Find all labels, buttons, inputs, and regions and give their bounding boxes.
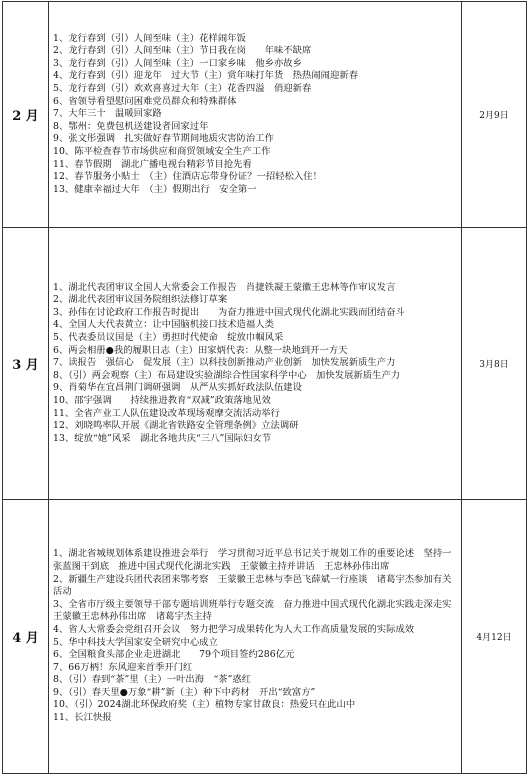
list-item: 10、邵宇强调 持续推进教育“双减”政策落地见效	[53, 394, 271, 406]
table-row-march	[3, 228, 527, 500]
list-item: 4、全国人大代表黄立：让中国脑机接口技术造福人类	[53, 319, 274, 331]
list-item: 6、两会相册●我的履职日志（主）田家炳代表：从整一块地到开一方天	[53, 344, 348, 356]
table-row-february	[3, 2, 527, 228]
items-cell	[49, 228, 462, 500]
list-item: 3、孙伟在讨论政府工作报告时提出 为奋力推进中国式现代化湖北实践而团结奋斗	[53, 306, 405, 318]
list-item: 9、（引）春天里●万象“耕”新（主）种下中药材 开出“致富方”	[53, 686, 316, 698]
list-item: 6、全国粮食头部企业走进湖北 79个项目签约286亿元	[53, 649, 295, 661]
list-item: 11、长江快报	[53, 712, 112, 724]
month-cell: 3 月	[3, 228, 49, 500]
list-item: 5、龙行春到（引）欢欢喜喜过大年（主）花香四溢 俏迎新春	[53, 83, 312, 95]
list-item: 1、湖北代表团审议全国人大常委会工作报告 肖捷铁凝王蒙徽王忠林等作审议发言	[53, 281, 396, 293]
month-cell: 4 月	[3, 500, 49, 774]
list-item: 10、陈平检查春节市场供应和商贸领域安全生产工作	[53, 145, 271, 157]
list-item: 10、（引）2024湖北环保政府奖（主）植物专家甘啟良：热爱只在此山中	[53, 699, 356, 711]
list-item: 8、（引）春到“茶”里（主）一叶出海 “茶”惑红	[53, 674, 252, 686]
list-item: 12、春节服务小贴士 （主）住酒店忘带身份证？一招轻松入住！	[53, 171, 322, 183]
list-item: 8、鄂州：免费包机送建设者回家过年	[53, 120, 209, 132]
list-item: 12、刘晓鸣率队开展《湖北省铁路安全管理条例》立法调研	[53, 420, 299, 432]
list-item: 9、张文彤强调 扎实做好春节期间地质灾害防治工作	[53, 133, 274, 145]
list-item: 4、省人大常委会党组召开会议 努力把学习成果转化为人大工作高质量发展的实际成效	[53, 623, 415, 635]
list-item: 3、全省市厅级主要领导干部专题培训班举行专题交流 奋力推进中国式现代化湖北实践走深走实 王蒙徽王忠林孙伟出席 诸葛宇杰主持	[53, 598, 461, 623]
items-cell	[49, 2, 462, 228]
list-item: 13、健康幸福过大年 （主）假期出行 安全第一	[53, 183, 257, 195]
list-item: 3、龙行春到（引）人间至味（主）一口家乡味 他乡亦故乡	[53, 57, 302, 69]
list-item: 1、龙行春到（引）人间至味（主）花样闹年饭	[53, 32, 246, 44]
table-row-april	[3, 500, 527, 774]
list-item: 5、华中科技大学国家安全研究中心成立	[53, 636, 218, 648]
list-item: 7、66万柄！东风迎来首季开门红	[53, 661, 193, 673]
list-item: 5、代表委员议国是（主）勇担时代使命 绽放巾帼风采	[53, 332, 284, 344]
list-item: 13、绽放“她”风采 湖北各地共庆“三八”国际妇女节	[53, 432, 272, 444]
list-item: 2、新疆生产建设兵团代表团来鄂考察 王蒙徽王忠林与李邑飞薛斌一行座谈 诸葛宇杰参加有关活动	[53, 573, 452, 598]
list-item: 2、龙行春到（引）人间至味（主）节日我在岗 年味不缺席	[53, 45, 312, 57]
date-cell: 4月12日	[462, 500, 527, 774]
date-cell: 2月9日	[462, 2, 527, 228]
list-item: 6、省领导看望慰问困难党员群众和特殊群体	[53, 95, 237, 107]
list-item: 9、肖菊华在宜昌荆门调研强调 从严从实抓好政法队伍建设	[53, 382, 302, 394]
month-cell: 2 月	[3, 2, 49, 228]
list-item: 1、湖北省城规划体系建设推进会举行 学习贯彻习近平总书记关于规划工作的重要论述 坚持一张蓝图干到底 推进中国式现代化湖北实践 王蒙徽主持并讲话 王忠林孙伟出席	[53, 548, 452, 572]
date-cell: 3月8日	[462, 228, 527, 500]
list-item: 7、大年三十 温暖回家路	[53, 108, 162, 120]
list-item: 8、（引）两会观察（主）布局建设实验湖综合性国家科学中心 加快发展新质生产力	[53, 369, 401, 381]
items-cell	[49, 500, 462, 774]
list-item: 11、全省产业工人队伍建设改革现场观摩交流活动举行	[53, 407, 280, 419]
list-item: 7、读报告 强信心 促发展（主）以科技创新推动产业创新 加快发展新质生产力	[53, 357, 396, 369]
schedule-table	[2, 1, 527, 774]
list-item: 2、湖北代表团审议国务院组织法修订草案	[53, 294, 228, 306]
list-item: 4、龙行春到（引）迎龙年 过大节（主）赏年味打年货 热热闹闹迎新春	[53, 70, 359, 82]
list-item: 11、春节假期 湖北广播电视台精彩节目抢先看	[53, 158, 252, 170]
